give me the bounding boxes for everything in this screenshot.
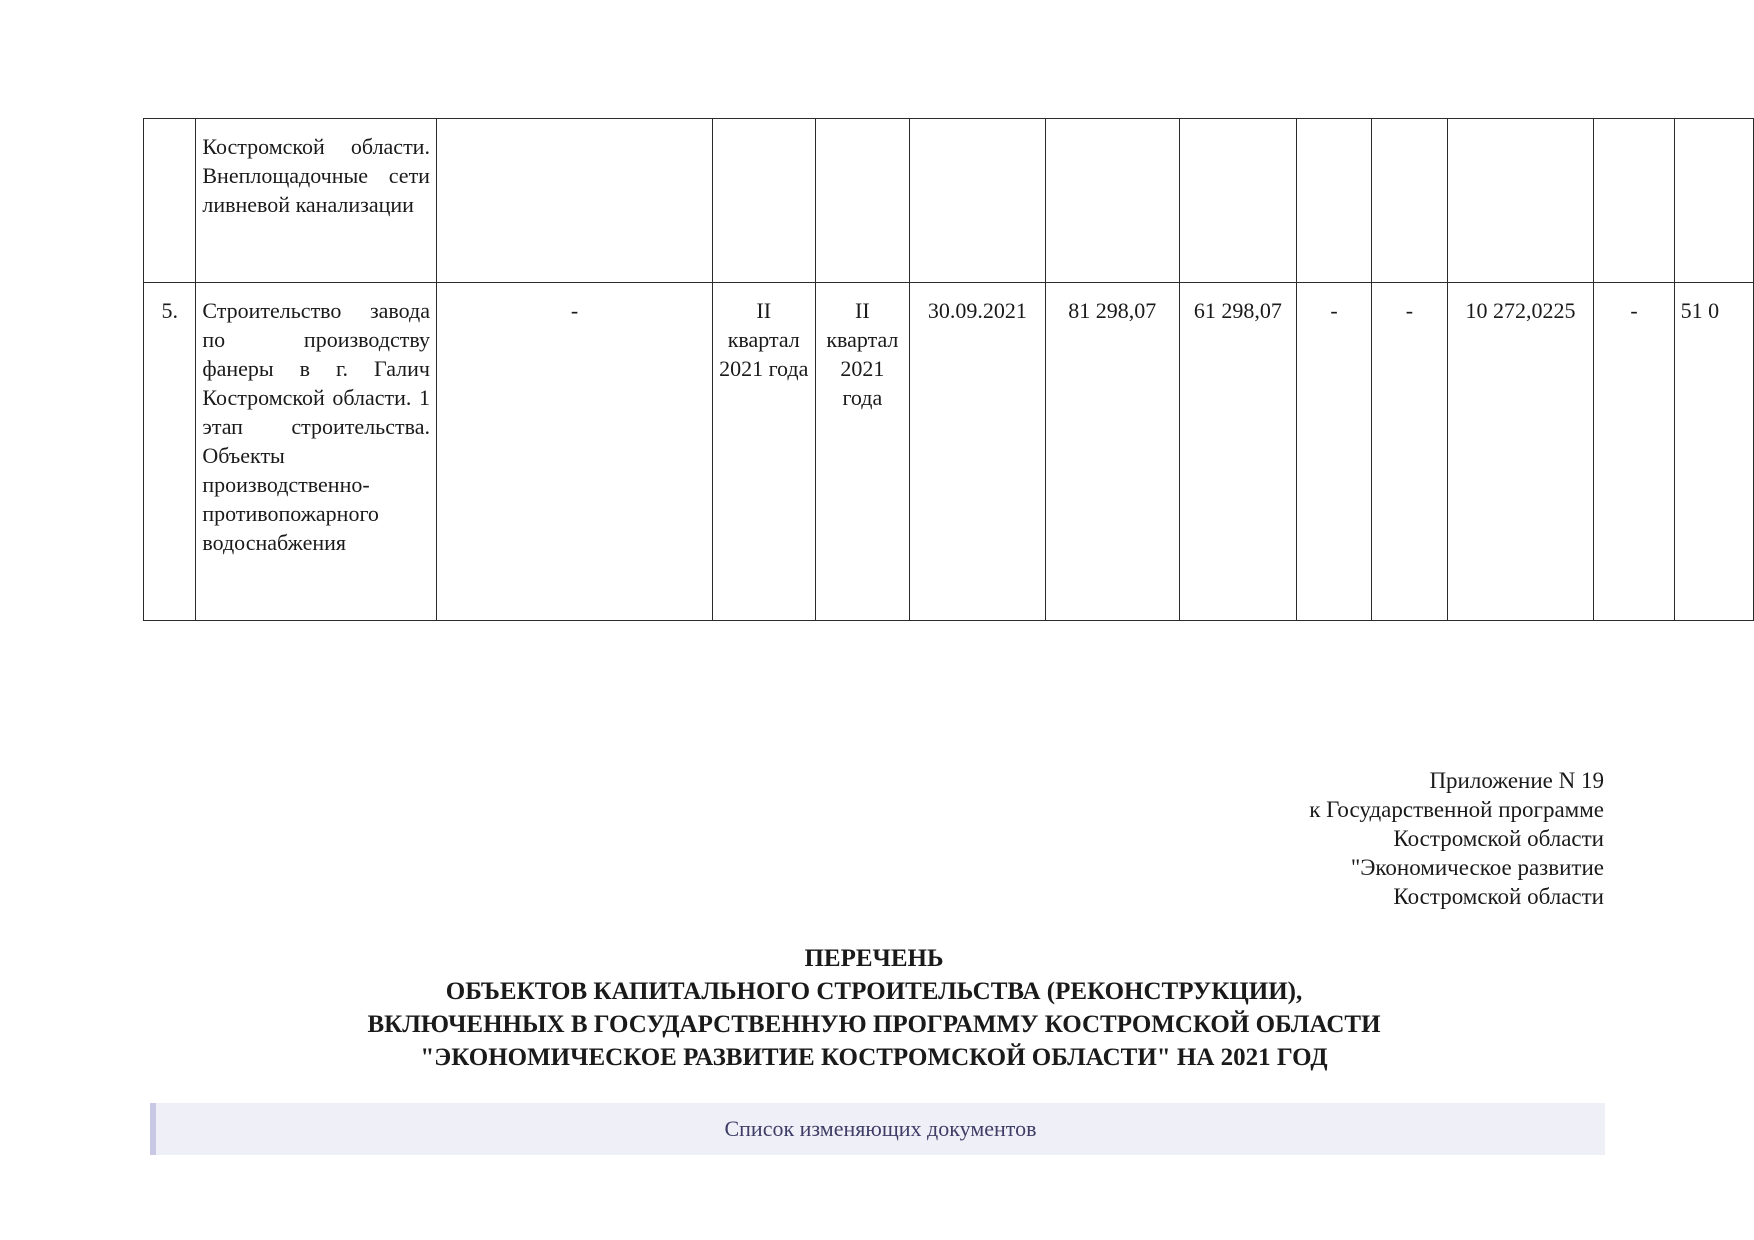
title-line: ВКЛЮЧЕННЫХ В ГОСУДАРСТВЕННУЮ ПРОГРАММУ КОСТРОМСКОЙ ОБЛАСТИ bbox=[367, 1011, 1381, 1038]
table-cell bbox=[1372, 119, 1447, 283]
table-cell bbox=[815, 119, 910, 283]
appendix-line: Приложение N 19 bbox=[1429, 768, 1604, 793]
document-title bbox=[143, 942, 1605, 1074]
amending-documents-label: Список изменяющих документов bbox=[724, 1116, 1037, 1141]
objects-table bbox=[143, 118, 1754, 621]
table-cell bbox=[1594, 119, 1674, 283]
appendix-line: к Государственной программе bbox=[1309, 797, 1604, 822]
table-cell bbox=[1179, 119, 1296, 283]
title-line: "ЭКОНОМИЧЕСКОЕ РАЗВИТИЕ КОСТРОМСКОЙ ОБЛАСТИ" НА 2021 ГОД bbox=[420, 1044, 1328, 1071]
row-number: 5. bbox=[144, 283, 196, 621]
table-cell bbox=[1296, 119, 1371, 283]
appendix-line: Костромской области bbox=[1393, 884, 1604, 909]
truncated-value: 51 0 bbox=[1674, 283, 1753, 621]
title-line: ОБЪЕКТОВ КАПИТАЛЬНОГО СТРОИТЕЛЬСТВА (РЕКОНСТРУКЦИИ), bbox=[445, 978, 1303, 1005]
amending-documents-box bbox=[150, 1103, 1605, 1155]
table-cell: - bbox=[1372, 283, 1447, 621]
appendix-line: Костромской области bbox=[1393, 826, 1604, 851]
table-cell bbox=[1674, 119, 1753, 283]
table-row bbox=[144, 283, 1754, 621]
appendix-header bbox=[1309, 766, 1604, 911]
table-cell bbox=[1045, 119, 1179, 283]
start-period: II квартал 2021 года bbox=[712, 283, 815, 621]
cost-value: 61 298,07 bbox=[1179, 283, 1296, 621]
commissioning-date: 30.09.2021 bbox=[910, 283, 1045, 621]
object-name: Строительство завода по производству фанеры в г. Галич Костромской области. 1 этап строительства. Объекты производственно-противопожарного водоснабжения bbox=[196, 283, 437, 621]
objects-table-fragment bbox=[143, 118, 1754, 621]
table-cell bbox=[712, 119, 815, 283]
object-name: Костромской области. Внеплощадочные сети ливневой канализации bbox=[196, 119, 437, 283]
table-cell: - bbox=[436, 283, 712, 621]
row-number bbox=[144, 119, 196, 283]
estimated-cost: 81 298,07 bbox=[1045, 283, 1179, 621]
table-cell: - bbox=[1296, 283, 1371, 621]
funding-value: 10 272,0225 bbox=[1447, 283, 1594, 621]
end-period: II квартал 2021 года bbox=[815, 283, 910, 621]
table-cell bbox=[910, 119, 1045, 283]
table-cell bbox=[436, 119, 712, 283]
table-row bbox=[144, 119, 1754, 283]
table-cell bbox=[1447, 119, 1594, 283]
appendix-line: "Экономическое развитие bbox=[1350, 855, 1604, 880]
title-line: ПЕРЕЧЕНЬ bbox=[804, 945, 944, 972]
table-cell: - bbox=[1594, 283, 1674, 621]
